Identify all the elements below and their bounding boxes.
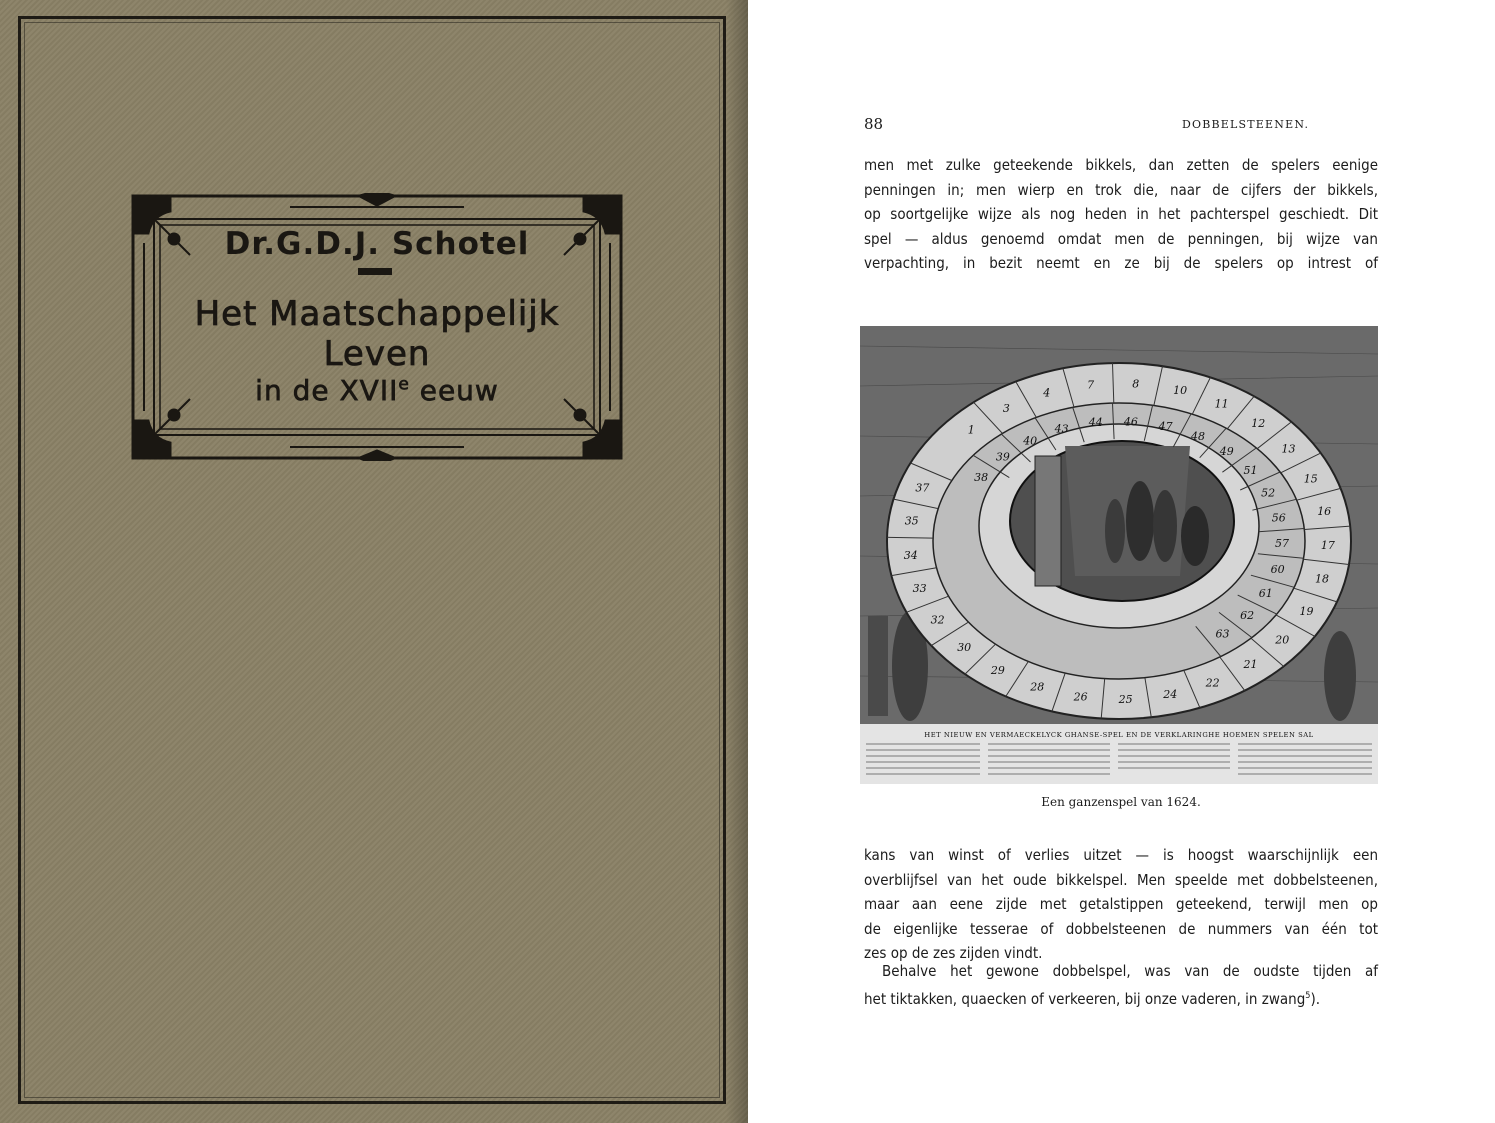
board-cell-number: 32 [930,613,945,627]
board-cell-number: 15 [1303,472,1318,486]
cover-title-line-3-post: eeuw [409,374,499,407]
board-cell-number: 29 [990,663,1005,677]
board-cell-number: 18 [1315,572,1329,586]
board-cell-number: 10 [1173,383,1188,397]
cover-title-line-2: Leven [323,334,431,374]
text-line: penningen in; men wierp en trok die, naar de cijfers der bikkels, [864,180,1378,199]
paragraph-3 [864,959,1378,1011]
goose-game-illustration [860,326,1378,784]
text-line: spel — aldus genoemd omdat men de penningen, bij wijze van [864,229,1378,248]
board-cell-number: 39 [995,450,1010,464]
board-banner-title: HET NIEUW EN VERMAECKELYCK GHANSE-SPEL EN DE VERKLARINGHE HOEMEN SPELEN SAL [924,731,1314,739]
text-line-end: ). [1310,989,1320,1008]
board-cell-number: 56 [1271,511,1286,525]
text-line: overblijfsel van het oude bikkelspel. Men speelde met dobbelsteenen, [864,870,1378,889]
cover-author: Dr.G.D.J. Schotel [224,226,530,262]
cover-edge-shadow [726,0,748,1123]
board-cell-number: 28 [1030,680,1045,694]
board-cell-number: 3 [1002,401,1010,415]
board-cell-number: 46 [1123,415,1138,429]
board-cell-number: 60 [1270,562,1285,576]
text-line: kans van winst of verlies uitzet — is hoogst waarschijnlijk een [864,846,1378,864]
board-cell-number: 1 [967,423,975,437]
board-cell-number: 7 [1087,378,1095,392]
board-cell-number: 61 [1258,587,1273,601]
board-cell-number: 33 [912,582,927,596]
board-cell-number: 47 [1158,420,1173,433]
board-cell-number: 51 [1243,464,1258,478]
board-cell-number: 13 [1281,442,1296,456]
board-cell-number: 19 [1299,604,1314,618]
text-line: verpachting, in bezit neemt en ze bij de spelers op intrest of [864,254,1378,272]
board-cell-number: 4 [1043,386,1051,400]
cover-title-line-3-pre: in de XVII [255,374,399,407]
text-line: zes op de zes zijden vindt. [864,944,1043,962]
board-cell-number: 26 [1073,690,1088,704]
board-cell-number: 38 [974,471,989,485]
page-number: 88 [864,115,884,133]
board-cell-number: 20 [1275,633,1290,647]
board-cell-number: 16 [1317,504,1332,518]
board-cell-number: 48 [1191,430,1205,443]
board-cell-number: 44 [1088,416,1103,430]
paragraph-1 [864,153,1378,276]
board-cell-number: 30 [957,641,972,655]
running-head-title: DOBBELSTEENEN. [1182,118,1310,131]
text-line: de eigenlijke tesserae of dobbelsteenen de nummers van één tot [864,919,1378,938]
board-cell-number: 17 [1320,538,1335,552]
board-cell-number: 57 [1275,537,1289,551]
board-cell-number: 63 [1215,627,1230,641]
board-cell-number: 21 [1243,657,1258,671]
board-cell-number: 22 [1205,676,1220,690]
paragraph-2 [864,843,1378,966]
footnote-marker: 5 [1305,990,1311,1001]
board-cell-number: 12 [1251,417,1266,431]
book-page [748,0,1495,1123]
board-cell-number: 35 [904,514,919,528]
cover-inner-border [24,22,720,1098]
cover-title-line-3 [130,374,624,407]
board-cell-number: 8 [1132,377,1140,391]
board-cell-number: 11 [1214,397,1229,411]
board-cell-number: 43 [1054,422,1069,436]
cover-title-line-1: Het Maatschappelijk [194,294,560,334]
figure-caption: Een ganzenspel van 1624. [1041,795,1201,809]
cover-title-separator [358,268,392,275]
board-cell-number: 37 [915,481,930,495]
text-line-body: het tiktakken, quaecken of verkeeren, bij onze vaderen, in zwang [864,989,1306,1008]
text-line [864,984,1378,1012]
board-cell-number: 24 [1163,688,1178,702]
board-cell-number: 34 [903,548,918,562]
text-line: maar aan eene zijde met getalstippen geteekend, terwijl men op [864,895,1378,913]
board-cell-number: 40 [1023,434,1038,448]
board-cell-number: 52 [1261,486,1276,500]
text-line: Behalve het gewone dobbelspel, was van de oudste tijden af [882,962,1378,980]
board-cell-number: 25 [1118,692,1133,706]
board-cell-number: 62 [1240,609,1255,623]
text-line: op soortgelijke wijze als nog heden in het pachterspel geschiedt. Dit [864,205,1378,223]
text-line: men met zulke geteekende bikkels, dan zetten de spelers eenige [864,156,1378,174]
board-cell-number: 49 [1219,445,1234,458]
cover-title-line-3-sup: e [398,374,410,395]
goose-game-board-engraving [860,326,1378,784]
